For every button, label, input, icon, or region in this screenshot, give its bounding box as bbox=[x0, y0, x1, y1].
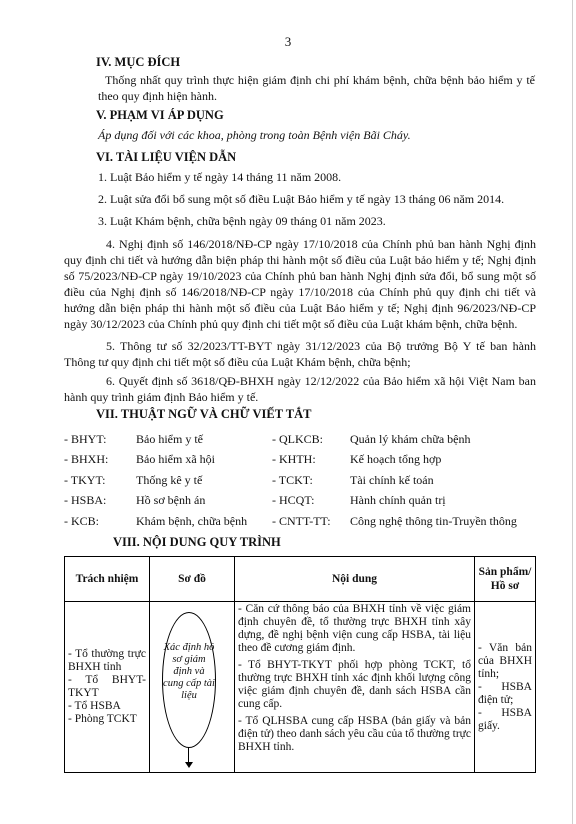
responsibility-item: - Phòng TCKT bbox=[68, 713, 137, 725]
section-v-text: Áp dụng đối với các khoa, phòng trong toàn Bệnh viện Bãi Cháy. bbox=[98, 128, 411, 142]
page-number: 3 bbox=[284, 34, 292, 49]
abbr-code: - TKYT: bbox=[64, 473, 106, 487]
abbr-meaning: Quản lý khám chữa bệnh bbox=[350, 432, 471, 446]
abbr-code: - TCKT: bbox=[272, 473, 313, 487]
abbr-meaning: Kế hoạch tổng hợp bbox=[350, 452, 442, 466]
product-cell bbox=[475, 602, 536, 773]
reference-item: 4. Nghị định số 146/2018/NĐ-CP ngày 17/10/2018 của Chính phủ ban hành Nghị định quy định chi tiết và hướng dẫn biện pháp thi hành một số điều của Luật bảo hiểm y tế; Nghị định số 75/2023/NĐ-CP ngày 19/10/2023 của Chính phủ ban hành Nghị định sửa đổi, bổ sung một số điều của Nghị định số 146/2018/NĐ-CP ngày 17/10/2018 của Chính phủ quy định chi tiết và hướng dẫn biện pháp thi hành một số điều của Luật Bảo hiểm y tế; Nghị định 96/2023/NĐ-CP ngày 30/12/2023 của Chính phủ quy định chi tiết một số điều của Luật khám bệnh, chữa bệnh. bbox=[64, 237, 536, 331]
reference-item: 2. Luật sửa đổi bổ sung một số điều Luật Bảo hiểm y tế ngày 13 tháng 06 năm 2014. bbox=[98, 192, 505, 206]
header-responsibility: Trách nhiệm bbox=[65, 557, 150, 602]
section-vii-title: VII. THUẬT NGỮ VÀ CHỮ VIẾT TẮT bbox=[96, 407, 312, 421]
abbr-code: - BHYT: bbox=[64, 432, 107, 446]
abbr-meaning: Hồ sơ bệnh án bbox=[136, 493, 206, 507]
abbr-code: - KHTH: bbox=[272, 452, 316, 466]
reference-item: 6. Quyết định số 3618/QĐ-BHXH ngày 12/12/2022 của Bảo hiểm xã hội Việt Nam ban hành quy trình giám định Bảo hiểm y tế. bbox=[64, 374, 536, 404]
abbr-meaning: Bảo hiểm xã hội bbox=[136, 452, 215, 466]
abbr-meaning: Công nghệ thông tin-Truyền thông bbox=[350, 514, 517, 528]
responsibility-cell bbox=[65, 602, 150, 773]
section-iv-text: Thống nhất quy trình thực hiện giám định chi phí khám bệnh, chữa bệnh bảo hiểm y tế theo quy định hiện hành. bbox=[98, 73, 535, 103]
product-item: - Văn bản của BHXH tỉnh; bbox=[478, 641, 532, 680]
abbr-code: - KCB: bbox=[64, 514, 100, 528]
abbr-code: - CNTT-TT: bbox=[272, 514, 331, 528]
section-vi-title: VI. TÀI LIỆU VIỆN DẪN bbox=[96, 150, 237, 164]
abbr-meaning: Hành chính quản trị bbox=[350, 493, 446, 507]
page-edge bbox=[572, 0, 573, 824]
section-viii-title: VIII. NỘI DUNG QUY TRÌNH bbox=[113, 535, 281, 549]
abbr-meaning: Khám bệnh, chữa bệnh bbox=[136, 514, 248, 528]
section-v-title: V. PHẠM VI ÁP DỤNG bbox=[96, 108, 224, 122]
abbr-meaning: Bảo hiểm y tế bbox=[136, 432, 203, 446]
abbr-meaning: Tài chính kế toán bbox=[350, 473, 434, 487]
procedure-table bbox=[64, 556, 536, 773]
content-item: - Căn cứ thông báo của BHXH tỉnh về việc giám định chuyên đề, tổ thường trực BHXH tỉnh xây dựng, đề nghị bệnh viện cung cấp HSBA, tài liệu theo đề cương giám định. bbox=[238, 603, 471, 654]
reference-item: 1. Luật Bảo hiểm y tế ngày 14 tháng 11 năm 2008. bbox=[98, 170, 342, 184]
section-iv-title: IV. MỤC ĐÍCH bbox=[96, 55, 181, 69]
table-header-row bbox=[65, 557, 536, 602]
header-product: Sản phẩm/ Hồ sơ bbox=[475, 557, 536, 602]
responsibility-item: - Tổ BHYT-TKYT bbox=[68, 674, 146, 699]
flow-step-label: Xác định hồ sơ giám định và cung cấp tài liệu bbox=[163, 642, 215, 701]
content-item: - Tổ BHYT-TKYT phối hợp phòng TCKT, tổ thường trực BHXH tỉnh xác định khối lượng công việc giám định chuyên đề, danh sách HSBA cần cung cấp. bbox=[238, 659, 471, 710]
flowchart-cell bbox=[150, 602, 235, 773]
reference-item: 3. Luật Khám bệnh, chữa bệnh ngày 09 tháng 01 năm 2023. bbox=[98, 214, 386, 228]
abbr-code: - HCQT: bbox=[272, 493, 315, 507]
header-content: Nội dung bbox=[235, 557, 475, 602]
product-item: - HSBA giấy. bbox=[478, 706, 532, 732]
arrow-down-icon bbox=[185, 762, 193, 768]
abbr-code: - QLKCB: bbox=[272, 432, 323, 446]
content-cell bbox=[235, 602, 475, 773]
reference-item: 5. Thông tư số 32/2023/TT-BYT ngày 31/12/2023 của Bộ trưởng Bộ Y tế ban hành Thông tư quy định chi tiết một số điều của Luật Khám bệnh, chữa bệnh; bbox=[64, 339, 536, 369]
content-item: - Tổ QLHSBA cung cấp HSBA (bản giấy và bản điện tử) theo danh sách yêu cầu của tổ thường trực BHXH tỉnh. bbox=[238, 715, 471, 753]
product-item: - HSBA điện tử; bbox=[478, 680, 532, 706]
responsibility-item: - Tổ HSBA bbox=[68, 700, 121, 712]
header-flowchart: Sơ đồ bbox=[150, 557, 235, 602]
abbr-code: - BHXH: bbox=[64, 452, 109, 466]
table-row bbox=[65, 602, 536, 773]
responsibility-item: - Tổ thường trực BHXH tỉnh bbox=[68, 648, 146, 673]
abbr-code: - HSBA: bbox=[64, 493, 107, 507]
abbr-meaning: Thống kê y tế bbox=[136, 473, 203, 487]
